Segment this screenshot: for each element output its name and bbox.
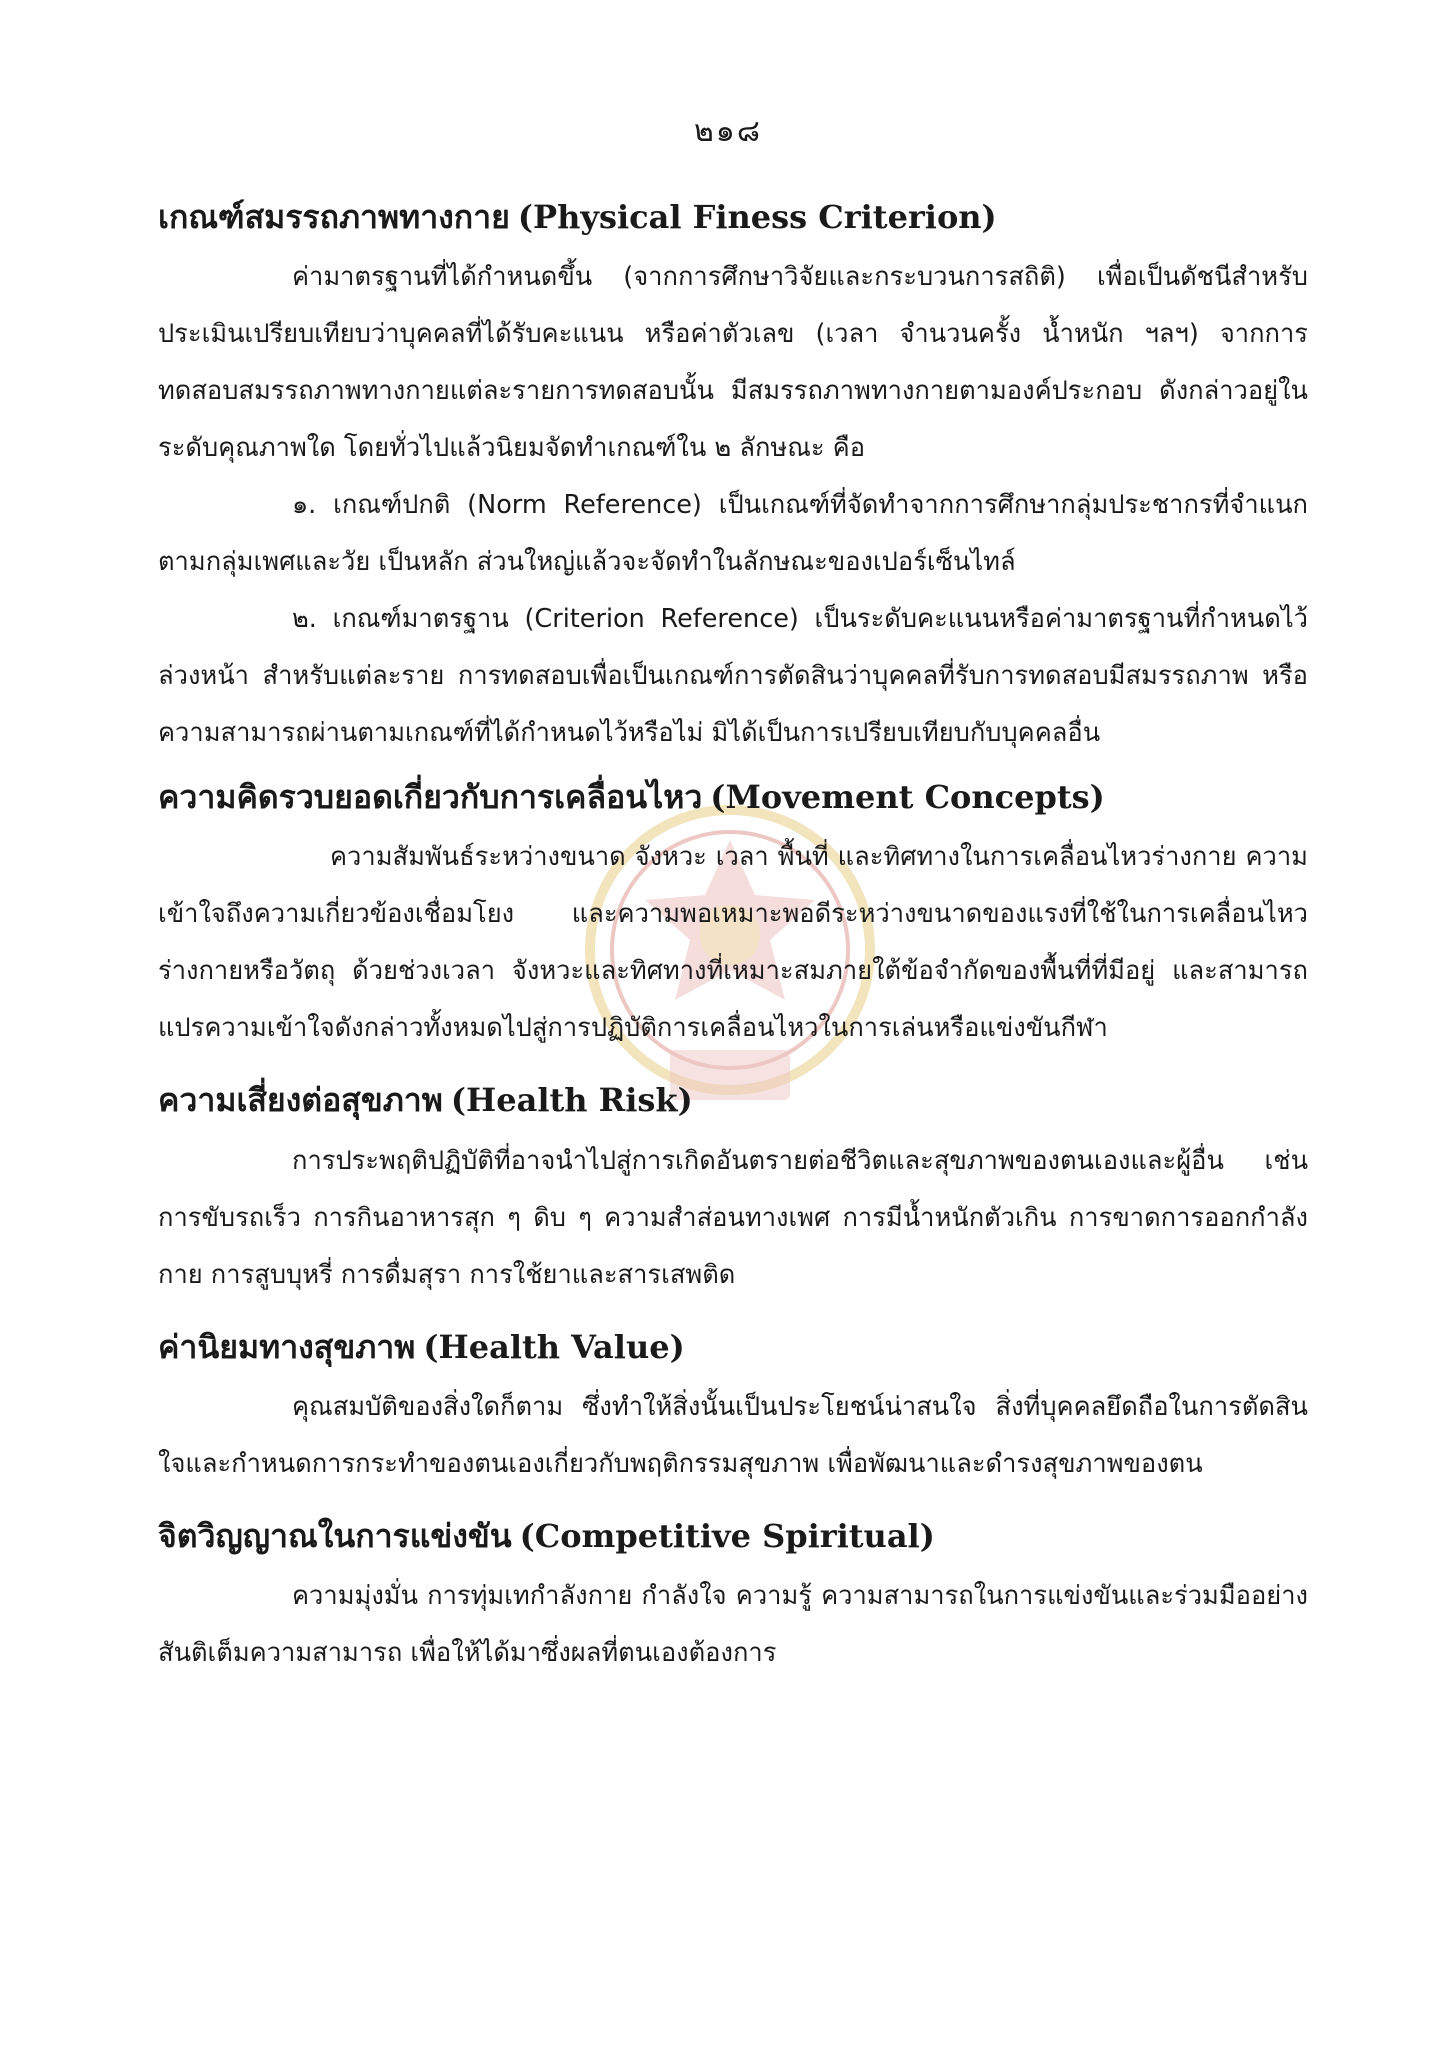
paragraph: ความสัมพันธ์ระหว่างขนาด จังหวะ เวลา พื้นที่ และทิศทางในการเคลื่อนไหวร่างกาย ความเข้าใจถึงความเกี่ยวข้องเชื่อมโยง และความพอเหมาะพอดีระหว่างขนาดของแรงที่ใช้ในการเคลื่อนไหวร่างกายหรือวัตถุ ด้วยช่วงเวลา จังหวะและทิศทางที่เหมาะสมภายใต้ข้อจำกัดของพื้นที่ที่มีอยู่ และสามารถแปรความเข้าใจดังกล่าวทั้งหมดไปสู่การปฏิบัติการเคลื่อนไหวในการเล่นหรือแข่งขันกีฬา [158, 842, 1308, 1044]
section-heading [158, 1079, 1308, 1122]
heading-english: (Health Value) [423, 1327, 685, 1366]
section-competitive-spiritual [158, 1515, 1308, 1682]
section-movement-concepts [158, 776, 1308, 1057]
paragraph: ความมุ่งมั่น การทุ่มเทกำลังกาย กำลังใจ ความรู้ ความสามารถในการแข่งขันและร่วมมืออย่างสันติเต็มความสามารถ เพื่อให้ได้มาซึ่งผลที่ตนเองต้องการ [158, 1580, 1308, 1668]
section-health-risk [158, 1079, 1308, 1303]
heading-english: (Movement Concepts) [710, 778, 1105, 817]
section-heading [158, 196, 1308, 239]
heading-english: (Competitive Spiritual) [519, 1516, 935, 1555]
heading-thai: ความเสี่ยงต่อสุขภาพ [158, 1081, 443, 1120]
section-heading [158, 776, 1308, 819]
paragraph: การประพฤติปฏิบัติที่อาจนำไปสู่การเกิดอันตรายต่อชีวิตและสุขภาพของตนเองและผู้อื่น เช่น การขับรถเร็ว การกินอาหารสุก ๆ ดิบ ๆ ความสำส่อนทางเพศ การมีน้ำหนักตัวเกิน การขาดการออกกำลังกาย การสูบบุหรี่ การดื่มสุรา การใช้ยาและสารเสพติด [158, 1145, 1308, 1290]
section-heading [158, 1515, 1308, 1558]
page-number: ๒๑๘ [694, 114, 762, 149]
section-physical-fitness-criterion [158, 196, 1308, 762]
heading-english: (Health Risk) [450, 1081, 693, 1120]
heading-english: (Physical Finess Criterion) [517, 198, 997, 236]
heading-thai: เกณฑ์สมรรถภาพทางกาย [158, 198, 510, 236]
paragraph-norm-reference: ๑. เกณฑ์ปกติ (Norm Reference) เป็นเกณฑ์ที่จัดทำจากการศึกษากลุ่มประชากรที่จำแนกตามกลุ่มเพศและวัย เป็นหลัก ส่วนใหญ่แล้วจะจัดทำในลักษณะของเปอร์เซ็นไทล์ [158, 490, 1308, 578]
paragraph: ค่ามาตรฐานที่ได้กำหนดขึ้น (จากการศึกษาวิจัยและกระบวนการสถิติ) เพื่อเป็นดัชนีสำหรับประเมินเปรียบเทียบว่าบุคคลที่ได้รับคะแนน หรือค่าตัวเลข (เวลา จำนวนครั้ง น้ำหนัก ฯลฯ) จากการทดสอบสมรรถภาพทางกายแต่ละรายการทดสอบนั้น มีสมรรถภาพทางกายตามองค์ประกอบ ดังกล่าวอยู่ในระดับคุณภาพใด โดยทั่วไปแล้วนิยมจัดทำเกณฑ์ใน ๒ ลักษณะ คือ [158, 262, 1308, 464]
heading-thai: ความคิดรวบยอดเกี่ยวกับการเคลื่อนไหว [158, 778, 703, 817]
section-health-value [158, 1326, 1308, 1493]
document-body [158, 196, 1308, 1682]
paragraph: คุณสมบัติของสิ่งใดก็ตาม ซึ่งทำให้สิ่งนั้นเป็นประโยชน์น่าสนใจ สิ่งที่บุคคลยึดถือในการตัดสินใจและกำหนดการกระทำของตนเองเกี่ยวกับพฤติกรรมสุขภาพ เพื่อพัฒนาและดำรงสุขภาพของตน [158, 1391, 1308, 1479]
heading-thai: ค่านิยมทางสุขภาพ [158, 1327, 416, 1366]
heading-thai: จิตวิญญาณในการแข่งขัน [158, 1516, 512, 1555]
paragraph-criterion-reference: ๒. เกณฑ์มาตรฐาน (Criterion Reference) เป็นระดับคะแนนหรือค่ามาตรฐานที่กำหนดไว้ล่วงหน้า สำหรับแต่ละราย การทดสอบเพื่อเป็นเกณฑ์การตัดสินว่าบุคคลที่รับการทดสอบมีสมรรถภาพ หรือความสามารถผ่านตามเกณฑ์ที่ได้กำหนดไว้หรือไม่ มิได้เป็นการเปรียบเทียบกับบุคคลอื่น [158, 604, 1308, 749]
section-heading [158, 1326, 1308, 1369]
